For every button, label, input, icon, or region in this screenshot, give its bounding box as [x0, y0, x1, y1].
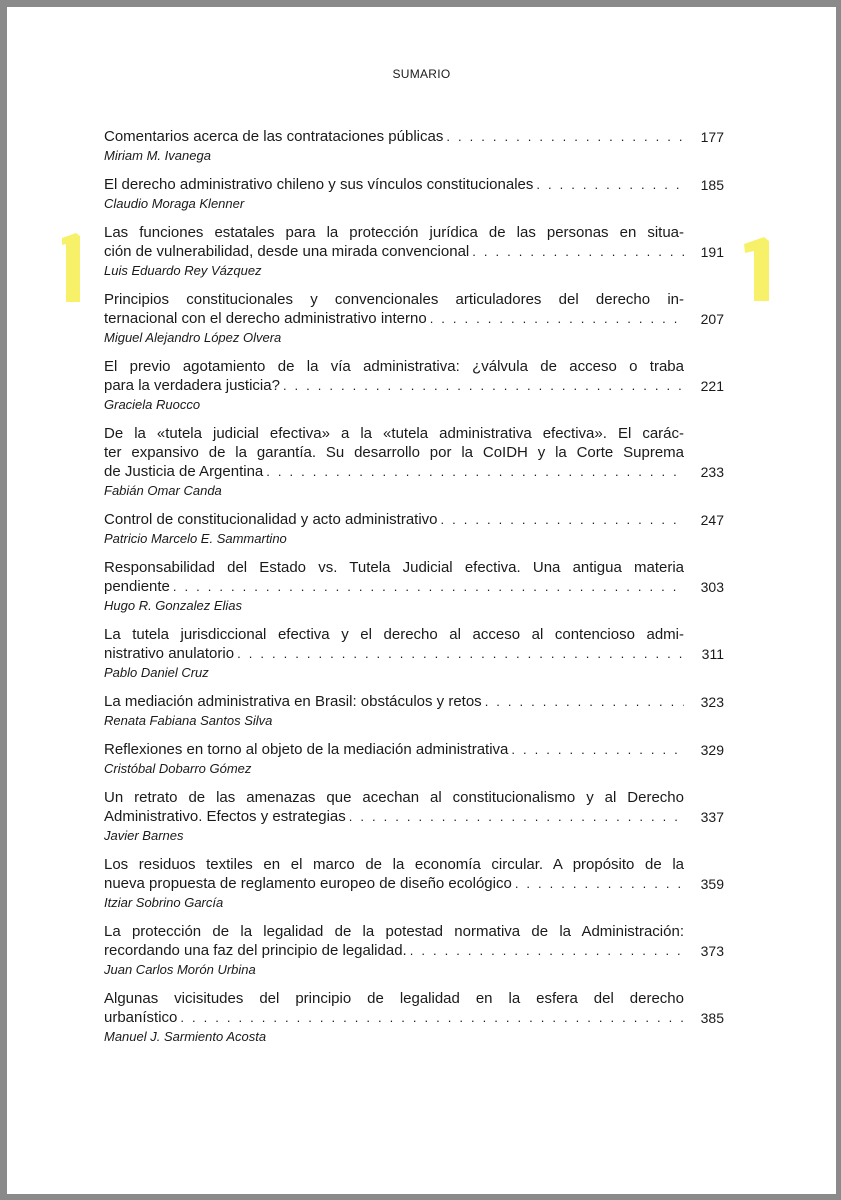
dot-leader	[266, 462, 684, 481]
author-name: Miriam M. Ivanega	[104, 148, 211, 163]
title-line-text: La tutela jurisdiccional efectiva y el derecho al acceso al contencioso admi-	[104, 626, 684, 643]
title-line-text: El derecho administrativo chileno y sus vínculos constitucionales	[104, 176, 534, 193]
title-line-text: La mediación administrativa en Brasil: obstáculos y retos	[104, 693, 482, 710]
toc-entry[interactable]	[104, 510, 724, 548]
dot-leader	[173, 577, 684, 596]
toc-entry-title	[104, 223, 684, 261]
title-line-text: ternacional con el derecho administrativo interno	[104, 310, 427, 327]
page-number: 359	[700, 876, 724, 892]
page-number: 191	[700, 244, 724, 260]
title-line-text: Principios constitucionales y convencionales articuladores del derecho in-	[104, 291, 684, 308]
title-line-text: Administrativo. Efectos y estrategias	[104, 808, 346, 825]
page-number: 185	[700, 177, 724, 193]
page-number: 323	[700, 694, 724, 710]
toc-entry[interactable]	[104, 127, 724, 165]
title-line-text: de Justicia de Argentina	[104, 463, 264, 480]
title-line-text: ción de vulnerabilidad, desde una mirada convencional	[104, 243, 470, 260]
toc-entry-title	[104, 175, 684, 194]
title-line-text: La protección de la legalidad de la potestad normativa de la Administración:	[104, 923, 684, 940]
dot-leader	[441, 510, 684, 529]
page-number: 247	[700, 512, 724, 528]
author-name: Manuel J. Sarmiento Acosta	[104, 1029, 267, 1044]
author-name: Javier Barnes	[104, 828, 184, 843]
title-line-text: Comentarios acerca de las contrataciones públicas	[104, 128, 444, 145]
toc-entry[interactable]	[104, 357, 724, 414]
page-heading: SUMARIO	[392, 67, 451, 81]
title-line-text: Las funciones estatales para la protección jurídica de las personas en situa-	[104, 224, 684, 241]
highlighter-mark-right	[742, 234, 774, 304]
toc-entry[interactable]	[104, 175, 724, 213]
toc-entry[interactable]	[104, 989, 724, 1046]
toc-entry[interactable]	[104, 424, 724, 500]
page-number: 207	[700, 311, 724, 327]
title-line-text: para la verdadera justicia?	[104, 377, 280, 394]
toc-entry-title	[104, 922, 684, 960]
author-name: Miguel Alejandro López Olvera	[104, 330, 282, 345]
title-line-text: nistrativo anulatorio	[104, 645, 235, 662]
toc-entry-title	[104, 625, 684, 663]
toc-entry[interactable]	[104, 290, 724, 347]
dot-leader	[283, 376, 684, 395]
title-line-text: Un retrato de las amenazas que acechan al constitucionalismo y al Derecho	[104, 789, 684, 806]
toc-entry[interactable]	[104, 922, 724, 979]
toc-entry-title	[104, 989, 684, 1027]
title-line-text: Los residuos textiles en el marco de la economía circular. A propósito de la	[104, 856, 684, 873]
toc-entry-title	[104, 357, 684, 395]
author-name: Hugo R. Gonzalez Elias	[104, 598, 243, 613]
author-name: Cristóbal Dobarro Gómez	[104, 761, 252, 776]
title-line-text: Responsabilidad del Estado vs. Tutela Judicial efectiva. Una antigua materia	[104, 559, 684, 576]
document-page	[7, 7, 836, 1194]
dot-leader	[410, 941, 684, 960]
toc-entry-title	[104, 424, 684, 481]
author-name: Patricio Marcelo E. Sammartino	[104, 531, 287, 546]
toc-entry-title	[104, 290, 684, 328]
title-line-text: nueva propuesta de reglamento europeo de diseño ecológico	[104, 875, 512, 892]
dot-leader	[430, 309, 684, 328]
toc-entry[interactable]	[104, 855, 724, 912]
highlighter-mark-left	[59, 230, 85, 305]
dot-leader	[511, 740, 684, 759]
page-number: 385	[700, 1010, 724, 1026]
toc-entry[interactable]	[104, 223, 724, 280]
title-line-text: Control de constitucionalidad y acto administrativo	[104, 511, 438, 528]
toc-entry-title	[104, 692, 684, 711]
toc-entry[interactable]	[104, 788, 724, 845]
page-number: 373	[700, 943, 724, 959]
author-name: Luis Eduardo Rey Vázquez	[104, 263, 262, 278]
page-number: 311	[701, 646, 724, 662]
title-line-text: Algunas vicisitudes del principio de legalidad en la esfera del derecho	[104, 990, 684, 1007]
title-line-text: urbanístico	[104, 1009, 178, 1026]
author-name: Juan Carlos Morón Urbina	[104, 962, 256, 977]
toc-entry[interactable]	[104, 740, 724, 778]
toc-entry-title	[104, 788, 684, 826]
toc-entry[interactable]	[104, 692, 724, 730]
dot-leader	[472, 242, 684, 261]
toc-entry-title	[104, 510, 684, 529]
author-name: Itziar Sobrino García	[104, 895, 224, 910]
page-number: 177	[700, 129, 724, 145]
title-line-text: recordando una faz del principio de legalidad.	[104, 942, 407, 959]
dot-leader	[446, 127, 684, 146]
page-number: 337	[700, 809, 724, 825]
toc-entry[interactable]	[104, 558, 724, 615]
page-number: 303	[700, 579, 724, 595]
dot-leader	[515, 874, 684, 893]
author-name: Fabián Omar Canda	[104, 483, 222, 498]
toc-entry-title	[104, 740, 684, 759]
title-line-text: ter expansivo de la garantía. Su desarrollo por la CoIDH y la Corte Suprema	[104, 444, 684, 461]
title-line-text: pendiente	[104, 578, 170, 595]
title-line-text: Reflexiones en torno al objeto de la mediación administrativa	[104, 741, 509, 758]
title-line-text: El previo agotamiento de la vía administrativa: ¿válvula de acceso o traba	[104, 358, 684, 375]
page-number: 329	[700, 742, 724, 758]
toc-entry-title	[104, 558, 684, 596]
page-number: 221	[700, 378, 724, 394]
author-name: Claudio Moraga Klenner	[104, 196, 245, 211]
toc-entry-title	[104, 855, 684, 893]
dot-leader	[536, 175, 684, 194]
dot-leader	[349, 807, 684, 826]
author-name: Renata Fabiana Santos Silva	[104, 713, 273, 728]
page-number: 233	[700, 464, 724, 480]
author-name: Graciela Ruocco	[104, 397, 201, 412]
dot-leader	[237, 644, 684, 663]
dot-leader	[180, 1008, 684, 1027]
toc-entry-title	[104, 127, 684, 146]
table-of-contents	[104, 127, 724, 1056]
author-name: Pablo Daniel Cruz	[104, 665, 209, 680]
dot-leader	[485, 692, 684, 711]
toc-entry[interactable]	[104, 625, 724, 682]
title-line-text: De la «tutela judicial efectiva» a la «tutela administrativa efectiva». El carác-	[104, 425, 684, 442]
